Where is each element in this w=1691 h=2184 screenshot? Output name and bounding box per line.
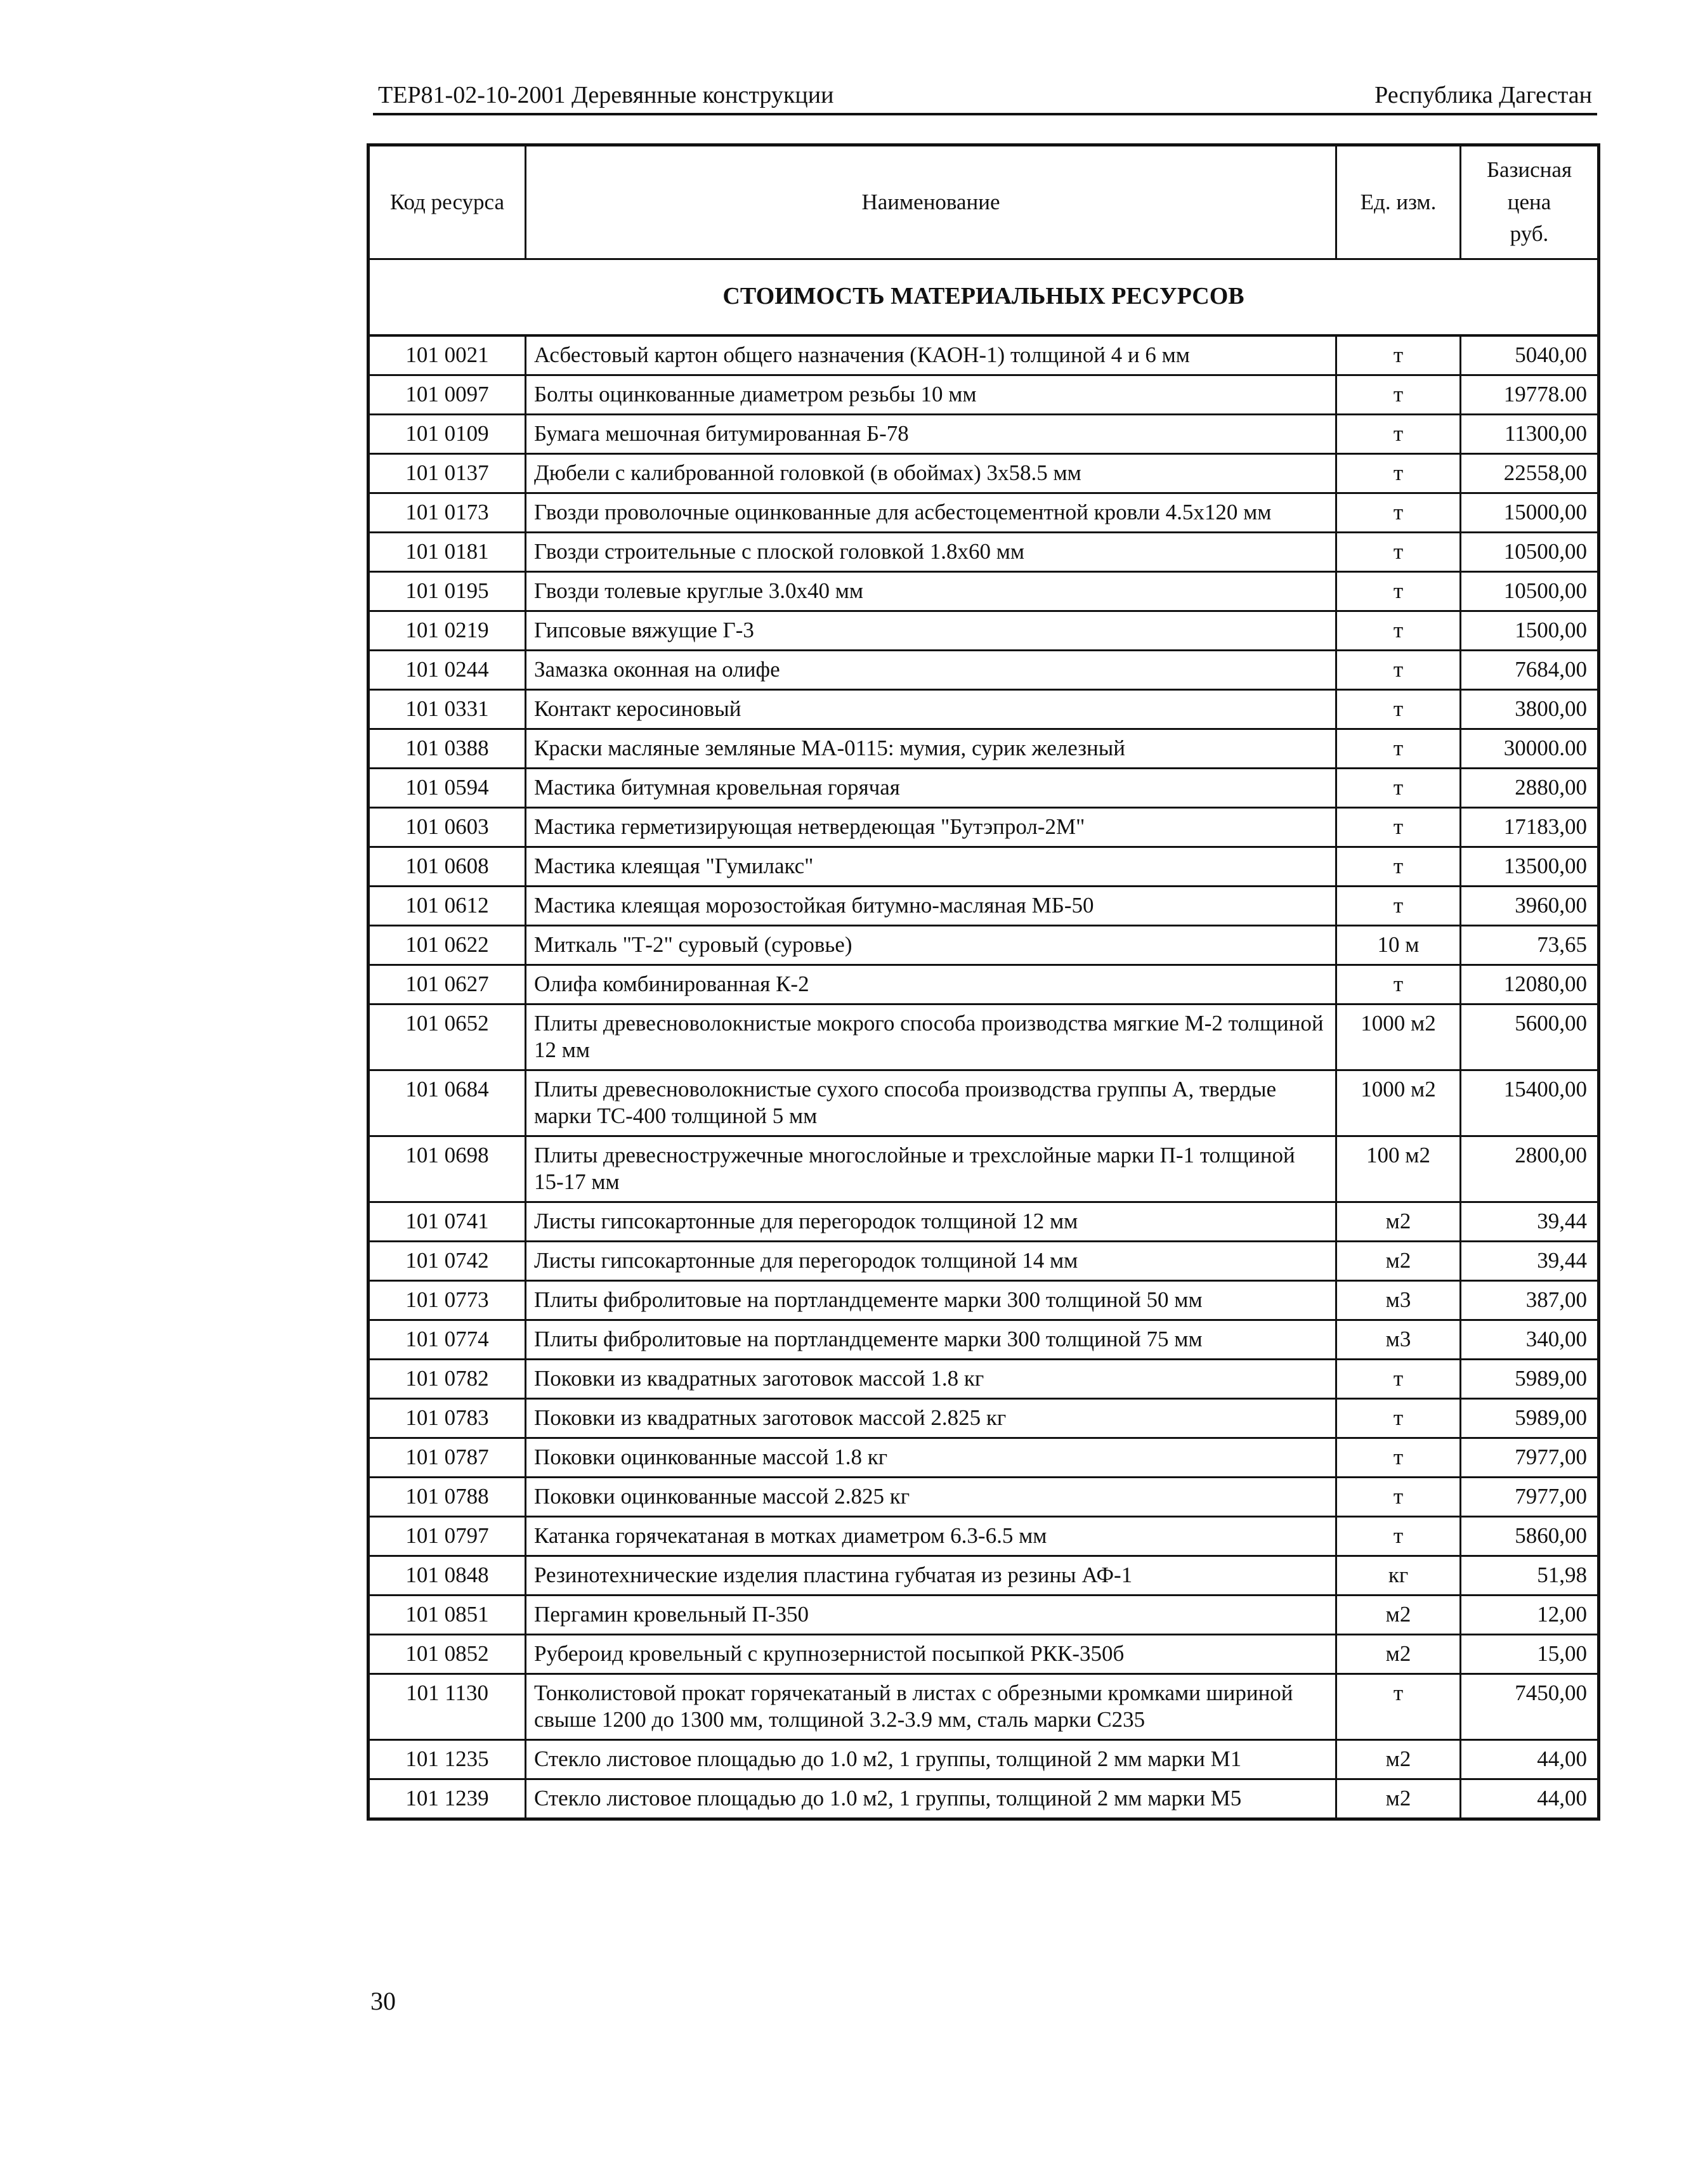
table-row (369, 1360, 1599, 1399)
cell-unit: т (1336, 847, 1461, 887)
cell-unit: т (1336, 533, 1461, 572)
table-row (369, 1517, 1599, 1556)
cell-code: 101 0774 (369, 1320, 526, 1360)
table-header-row (369, 145, 1599, 259)
table-row (369, 493, 1599, 533)
cell-price: 30000.00 (1461, 729, 1599, 769)
cell-price: 387,00 (1461, 1281, 1599, 1320)
cell-name: Дюбели с калиброванной головкой (в обоймах) 3х58.5 мм (526, 454, 1336, 493)
cell-code: 101 0331 (369, 690, 526, 729)
cell-price: 44,00 (1461, 1779, 1599, 1819)
table-row (369, 690, 1599, 729)
cell-name: Стекло листовое площадью до 1.0 м2, 1 группы, толщиной 2 мм марки М5 (526, 1779, 1336, 1819)
cell-unit: т (1336, 375, 1461, 415)
cell-code: 101 0137 (369, 454, 526, 493)
column-header-code: Код ресурса (369, 145, 526, 259)
cell-code: 101 1235 (369, 1740, 526, 1779)
cell-price: 3960,00 (1461, 887, 1599, 926)
cell-code: 101 0788 (369, 1478, 526, 1517)
section-title: СТОИМОСТЬ МАТЕРИАЛЬНЫХ РЕСУРСОВ (369, 259, 1599, 336)
cell-price: 39,44 (1461, 1242, 1599, 1281)
cell-unit: т (1336, 1438, 1461, 1478)
price-header-line-2: цена (1507, 189, 1551, 214)
cell-name: Миткаль "Т-2" суровый (суровье) (526, 926, 1336, 965)
cell-code: 101 0797 (369, 1517, 526, 1556)
cell-unit: т (1336, 1360, 1461, 1399)
table-body (369, 259, 1599, 1819)
cell-price: 12080,00 (1461, 965, 1599, 1004)
cell-name: Тонколистовой прокат горячекатаный в листах с обрезными кромками шириной свыше 1200 до 1300 мм, толщиной 3.2-3.9 мм, сталь марки С235 (526, 1674, 1336, 1740)
table-row (369, 729, 1599, 769)
table-row (369, 1779, 1599, 1819)
table-row (369, 335, 1599, 375)
table-row (369, 887, 1599, 926)
cell-code: 101 0848 (369, 1556, 526, 1596)
cell-code: 101 0021 (369, 335, 526, 375)
cell-price: 13500,00 (1461, 847, 1599, 887)
cell-code: 101 0181 (369, 533, 526, 572)
cell-name: Поковки из квадратных заготовок массой 2.825 кг (526, 1399, 1336, 1438)
cell-unit: т (1336, 965, 1461, 1004)
cell-price: 15400,00 (1461, 1070, 1599, 1136)
column-header-unit: Ед. изм. (1336, 145, 1461, 259)
cell-code: 101 0195 (369, 572, 526, 611)
cell-price: 7977,00 (1461, 1478, 1599, 1517)
cell-unit: т (1336, 769, 1461, 808)
table-row (369, 926, 1599, 965)
cell-code: 101 0608 (369, 847, 526, 887)
cell-name: Замазка оконная на олифе (526, 651, 1336, 690)
cell-name: Рубероид кровельный с крупнозернистой посыпкой РКК-350б (526, 1635, 1336, 1674)
table-row (369, 651, 1599, 690)
cell-code: 101 0787 (369, 1438, 526, 1478)
table-head (369, 145, 1599, 259)
cell-name: Краски масляные земляные МА-0115: мумия, сурик железный (526, 729, 1336, 769)
cell-price: 51,98 (1461, 1556, 1599, 1596)
cell-price: 15000,00 (1461, 493, 1599, 533)
cell-name: Плиты древесноволокнистые сухого способа производства группы А, твердые марки ТС-400 толщиной 5 мм (526, 1070, 1336, 1136)
cell-name: Поковки из квадратных заготовок массой 1.8 кг (526, 1360, 1336, 1399)
cell-name: Листы гипсокартонные для перегородок толщиной 14 мм (526, 1242, 1336, 1281)
cell-code: 101 0173 (369, 493, 526, 533)
cell-unit: 10 м (1336, 926, 1461, 965)
cell-code: 101 0612 (369, 887, 526, 926)
table-row (369, 1281, 1599, 1320)
cell-name: Гвозди толевые круглые 3.0х40 мм (526, 572, 1336, 611)
cell-price: 3800,00 (1461, 690, 1599, 729)
table-row (369, 1556, 1599, 1596)
cell-price: 5600,00 (1461, 1004, 1599, 1070)
cell-unit: 100 м2 (1336, 1136, 1461, 1202)
table-row (369, 808, 1599, 847)
table-row (369, 1070, 1599, 1136)
cell-unit: м2 (1336, 1740, 1461, 1779)
cell-name: Плиты фибролитовые на портландцементе марки 300 толщиной 50 мм (526, 1281, 1336, 1320)
cell-price: 2800,00 (1461, 1136, 1599, 1202)
cell-unit: т (1336, 493, 1461, 533)
cell-name: Резинотехнические изделия пластина губчатая из резины АФ-1 (526, 1556, 1336, 1596)
cell-code: 101 0852 (369, 1635, 526, 1674)
table-row (369, 1478, 1599, 1517)
cell-unit: т (1336, 454, 1461, 493)
cell-name: Поковки оцинкованные массой 1.8 кг (526, 1438, 1336, 1478)
cell-code: 101 0783 (369, 1399, 526, 1438)
region-name: Республика Дагестан (1374, 82, 1592, 108)
cell-code: 101 0603 (369, 808, 526, 847)
cell-price: 5989,00 (1461, 1360, 1599, 1399)
cell-code: 101 0109 (369, 415, 526, 454)
cell-unit: м2 (1336, 1596, 1461, 1635)
cell-name: Мастика битумная кровельная горячая (526, 769, 1336, 808)
cell-code: 101 0652 (369, 1004, 526, 1070)
cell-price: 17183,00 (1461, 808, 1599, 847)
price-table (367, 143, 1600, 1821)
cell-unit: 1000 м2 (1336, 1004, 1461, 1070)
table-row (369, 965, 1599, 1004)
cell-code: 101 0627 (369, 965, 526, 1004)
cell-price: 73,65 (1461, 926, 1599, 965)
cell-price: 1500,00 (1461, 611, 1599, 651)
cell-unit: т (1336, 1674, 1461, 1740)
table-row (369, 1242, 1599, 1281)
cell-code: 101 0388 (369, 729, 526, 769)
table-row (369, 572, 1599, 611)
cell-code: 101 0782 (369, 1360, 526, 1399)
cell-unit: т (1336, 729, 1461, 769)
cell-unit: т (1336, 651, 1461, 690)
table-row (369, 847, 1599, 887)
cell-code: 101 0097 (369, 375, 526, 415)
cell-unit: т (1336, 808, 1461, 847)
cell-name: Плиты фибролитовые на портландцементе марки 300 толщиной 75 мм (526, 1320, 1336, 1360)
cell-code: 101 1239 (369, 1779, 526, 1819)
cell-unit: т (1336, 415, 1461, 454)
cell-price: 5989,00 (1461, 1399, 1599, 1438)
cell-price: 7977,00 (1461, 1438, 1599, 1478)
cell-price: 340,00 (1461, 1320, 1599, 1360)
cell-code: 101 0244 (369, 651, 526, 690)
cell-price: 2880,00 (1461, 769, 1599, 808)
table-row (369, 1740, 1599, 1779)
cell-price: 44,00 (1461, 1740, 1599, 1779)
cell-price: 15,00 (1461, 1635, 1599, 1674)
cell-price: 11300,00 (1461, 415, 1599, 454)
cell-code: 101 0594 (369, 769, 526, 808)
cell-name: Гвозди строительные с плоской головкой 1.8х60 мм (526, 533, 1336, 572)
cell-unit: т (1336, 1399, 1461, 1438)
cell-unit: т (1336, 572, 1461, 611)
cell-unit: т (1336, 1478, 1461, 1517)
table-row (369, 1438, 1599, 1478)
table-row (369, 1635, 1599, 1674)
cell-code: 101 0851 (369, 1596, 526, 1635)
cell-name: Поковки оцинкованные массой 2.825 кг (526, 1478, 1336, 1517)
table-row (369, 1136, 1599, 1202)
cell-name: Гипсовые вяжущие Г-3 (526, 611, 1336, 651)
cell-name: Гвозди проволочные оцинкованные для асбестоцементной кровли 4.5х120 мм (526, 493, 1336, 533)
price-table-container (367, 143, 1597, 1821)
cell-price: 10500,00 (1461, 572, 1599, 611)
page-number: 30 (370, 1987, 396, 2015)
cell-code: 101 0742 (369, 1242, 526, 1281)
cell-price: 7450,00 (1461, 1674, 1599, 1740)
section-row (369, 259, 1599, 336)
cell-code: 101 0684 (369, 1070, 526, 1136)
cell-code: 101 0773 (369, 1281, 526, 1320)
cell-unit: м3 (1336, 1320, 1461, 1360)
cell-unit: т (1336, 690, 1461, 729)
cell-code: 101 1130 (369, 1674, 526, 1740)
table-row (369, 1004, 1599, 1070)
cell-code: 101 0741 (369, 1202, 526, 1242)
price-header-line-3: руб. (1510, 221, 1549, 247)
cell-unit: 1000 м2 (1336, 1070, 1461, 1136)
cell-name: Олифа комбинированная К-2 (526, 965, 1336, 1004)
cell-name: Мастика клеящая "Гумилакс" (526, 847, 1336, 887)
table-row (369, 1202, 1599, 1242)
cell-price: 22558,00 (1461, 454, 1599, 493)
cell-code: 101 0219 (369, 611, 526, 651)
table-row (369, 1596, 1599, 1635)
cell-price: 5860,00 (1461, 1517, 1599, 1556)
table-row (369, 1399, 1599, 1438)
cell-price: 39,44 (1461, 1202, 1599, 1242)
cell-name: Плиты древесностружечные многослойные и трехслойные марки П-1 толщиной 15-17 мм (526, 1136, 1336, 1202)
cell-name: Контакт керосиновый (526, 690, 1336, 729)
price-header-line-1: Базисная (1486, 157, 1572, 182)
cell-unit: м2 (1336, 1779, 1461, 1819)
cell-name: Листы гипсокартонные для перегородок толщиной 12 мм (526, 1202, 1336, 1242)
table-row (369, 415, 1599, 454)
cell-name: Асбестовый картон общего назначения (КАОН-1) толщиной 4 и 6 мм (526, 335, 1336, 375)
page-header (373, 75, 1597, 115)
cell-name: Мастика герметизирующая нетвердеющая "Бутэпрол-2М" (526, 808, 1336, 847)
cell-price: 10500,00 (1461, 533, 1599, 572)
cell-name: Стекло листовое площадью до 1.0 м2, 1 группы, толщиной 2 мм марки М1 (526, 1740, 1336, 1779)
document-title: ТЕР81-02-10-2001 Деревянные конструкции (378, 82, 834, 108)
cell-price: 12,00 (1461, 1596, 1599, 1635)
table-row (369, 454, 1599, 493)
cell-code: 101 0622 (369, 926, 526, 965)
cell-name: Пергамин кровельный П-350 (526, 1596, 1336, 1635)
cell-unit: т (1336, 611, 1461, 651)
table-row (369, 375, 1599, 415)
cell-price: 7684,00 (1461, 651, 1599, 690)
cell-unit: т (1336, 887, 1461, 926)
cell-unit: т (1336, 335, 1461, 375)
cell-name: Плиты древесноволокнистые мокрого способа производства мягкие М-2 толщиной 12 мм (526, 1004, 1336, 1070)
column-header-price (1461, 145, 1599, 259)
cell-code: 101 0698 (369, 1136, 526, 1202)
cell-unit: м3 (1336, 1281, 1461, 1320)
cell-unit: т (1336, 1517, 1461, 1556)
cell-unit: м2 (1336, 1242, 1461, 1281)
cell-unit: м2 (1336, 1202, 1461, 1242)
cell-name: Катанка горячекатаная в мотках диаметром 6.3-6.5 мм (526, 1517, 1336, 1556)
table-row (369, 533, 1599, 572)
cell-price: 5040,00 (1461, 335, 1599, 375)
table-row (369, 769, 1599, 808)
cell-price: 19778.00 (1461, 375, 1599, 415)
cell-unit: м2 (1336, 1635, 1461, 1674)
cell-unit: кг (1336, 1556, 1461, 1596)
table-row (369, 611, 1599, 651)
cell-name: Бумага мешочная битумированная Б-78 (526, 415, 1336, 454)
table-row (369, 1674, 1599, 1740)
table-row (369, 1320, 1599, 1360)
cell-name: Болты оцинкованные диаметром резьбы 10 мм (526, 375, 1336, 415)
header-divider (373, 113, 1597, 115)
cell-name: Мастика клеящая морозостойкая битумно-масляная МБ-50 (526, 887, 1336, 926)
column-header-name: Наименование (526, 145, 1336, 259)
